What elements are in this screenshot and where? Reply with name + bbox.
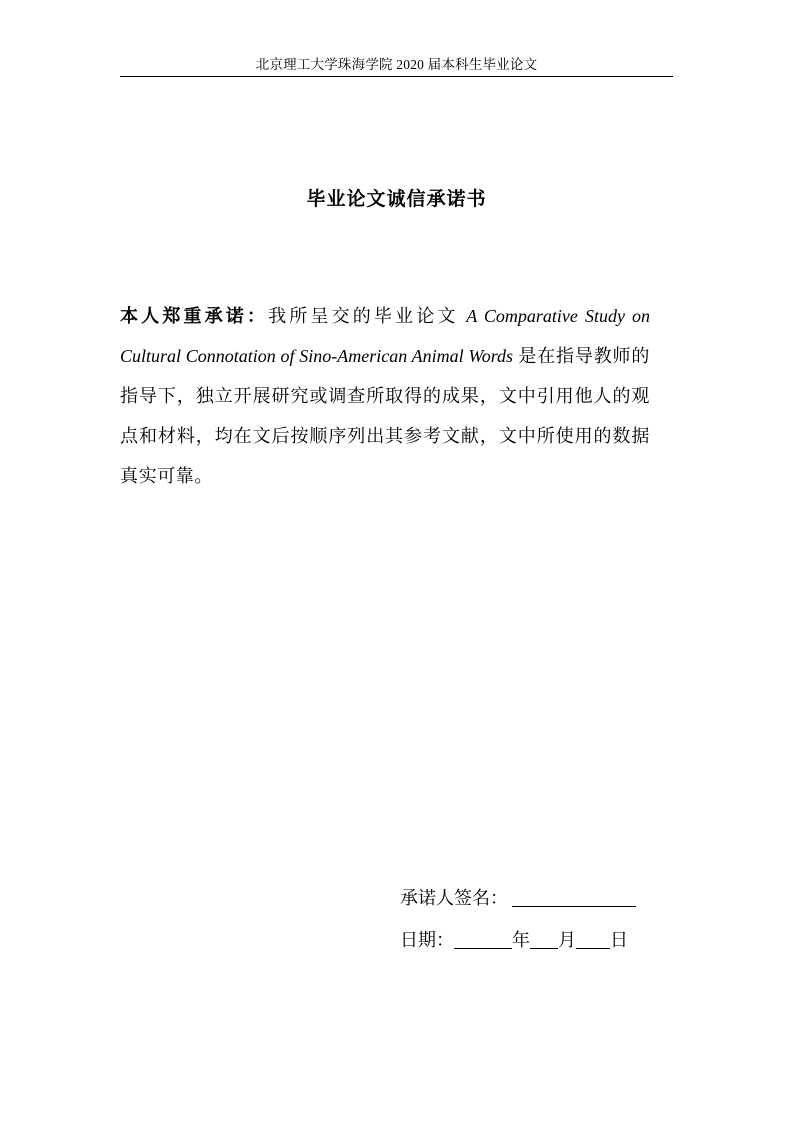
- signature-label: 承诺人签名：: [400, 888, 508, 908]
- year-line: [454, 928, 512, 949]
- signature-row: [400, 886, 636, 910]
- statement-lead: 本人郑重承诺：: [120, 306, 269, 326]
- statement-before-title: 我所呈交的毕业论文: [268, 306, 467, 326]
- page-header: [120, 56, 673, 77]
- thesis-title: A Comparative Study on Cultural Connotation of Sino-American Animal Words: [120, 306, 651, 366]
- date-row: [400, 928, 628, 952]
- month-label: 月: [558, 930, 576, 950]
- signature-line: [512, 886, 636, 907]
- day-label: 日: [610, 930, 628, 950]
- header-text: 北京理工大学珠海学院 2020 届本科生毕业论文: [255, 57, 538, 72]
- day-line: [576, 928, 610, 949]
- month-line: [530, 928, 558, 949]
- commitment-statement: [120, 296, 650, 496]
- document-title: 毕业论文诚信承诺书: [306, 189, 487, 210]
- statement-after-title: 是在指导教师的指导下，独立开展研究或调查所取得的成果，文中引用他人的观点和材料，均在文后按顺序列出其参考文献，文中所使用的数据真实可靠。: [120, 346, 650, 486]
- date-label: 日期：: [400, 930, 454, 950]
- year-label: 年: [512, 930, 530, 950]
